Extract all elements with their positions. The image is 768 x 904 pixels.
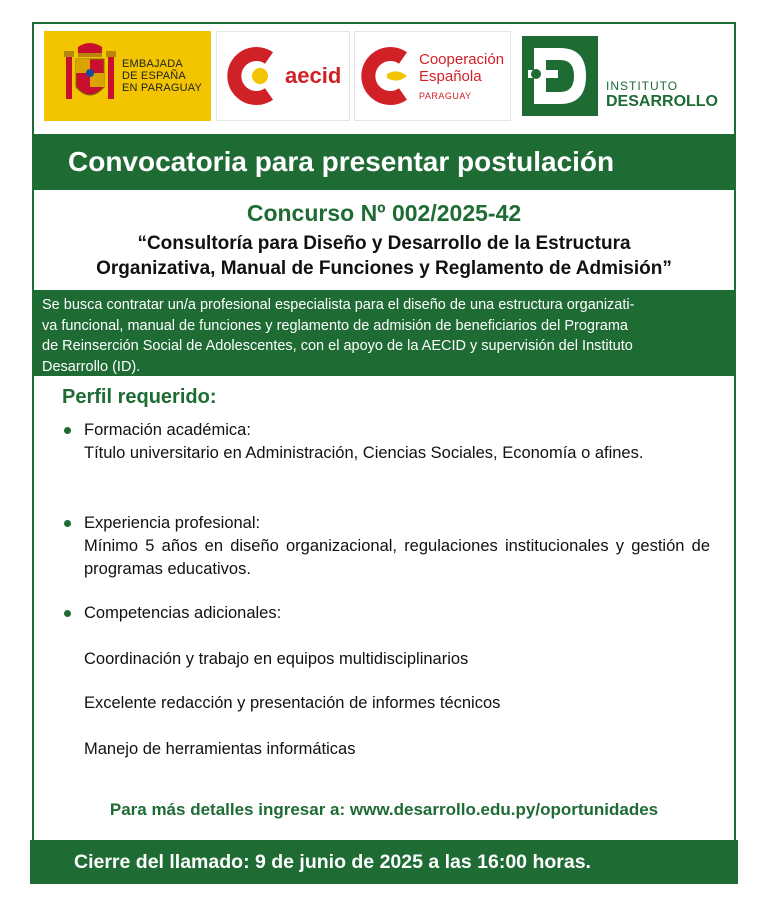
cooperacion-line-1: Cooperación bbox=[419, 51, 505, 68]
intro-paragraph bbox=[34, 290, 734, 376]
bullet-icon bbox=[64, 427, 71, 434]
details-link[interactable]: Para más detalles ingresar a: www.desarrollo.edu.py/oportunidades bbox=[109, 800, 659, 819]
cooperacion-line-3: PARAGUAY bbox=[419, 91, 472, 101]
convocatoria-banner: Convocatoria para presentar postulación bbox=[34, 134, 734, 190]
consultoria-line-2: Organizativa, Manual de Funciones y Reglamento de Admisión” bbox=[96, 258, 672, 279]
consultoria-line-1: “Consultoría para Diseño y Desarrollo de la Estructura bbox=[137, 233, 631, 254]
competencia-item: Excelente redacción y presentación de informes técnicos bbox=[84, 694, 501, 712]
cooperacion-espanola-logo bbox=[354, 31, 511, 121]
intro-line-1: Se busca contratar un/a profesional especialista para el diseño de una estructura organizati- bbox=[42, 297, 635, 313]
requirement-competencias bbox=[84, 602, 710, 625]
instituto-d-icon bbox=[520, 34, 600, 118]
coat-of-arms-icon bbox=[64, 41, 116, 111]
requirement-title: Competencias adicionales: bbox=[84, 604, 282, 622]
cierre-banner: Cierre del llamado: 9 de junio de 2025 a las 16:00 horas. bbox=[30, 840, 738, 884]
cooperacion-line-2: Española bbox=[419, 68, 482, 85]
bullet-icon bbox=[64, 520, 71, 527]
requirement-desc: Mínimo 5 años en diseño organizacional, regulaciones institucionales y gestión de programas educativos. bbox=[84, 537, 710, 578]
requirement-title: Experiencia profesional: bbox=[84, 514, 261, 532]
competencia-item: Coordinación y trabajo en equipos multidisciplinarios bbox=[84, 650, 469, 668]
bullet-icon bbox=[64, 610, 71, 617]
requirement-experiencia bbox=[84, 512, 710, 581]
instituto-line-1: INSTITUTO bbox=[606, 79, 679, 93]
instituto-line-2: DESARROLLO bbox=[606, 93, 718, 110]
intro-line-4: Desarrollo (ID). bbox=[42, 358, 141, 375]
embajada-logo bbox=[44, 31, 211, 121]
intro-line-2: va funcional, manual de funciones y reglamento de admisión de beneficiarios del Programa bbox=[42, 317, 628, 334]
embajada-line-3: EN PARAGUAY bbox=[122, 82, 203, 94]
aecid-c-icon bbox=[227, 46, 277, 106]
requirement-formacion bbox=[84, 419, 710, 465]
embajada-line-2: DE ESPAÑA bbox=[122, 70, 186, 82]
perfil-heading: Perfil requerido: bbox=[62, 386, 217, 408]
competencia-item: Manejo de herramientas informáticas bbox=[84, 740, 356, 758]
concurso-number: Concurso Nº 002/2025-42 bbox=[246, 200, 522, 226]
intro-line-3: de Reinserción Social de Adolescentes, con el apoyo de la AECID y supervisión del Instituto bbox=[42, 338, 633, 354]
requirement-title: Formación académica: bbox=[84, 421, 251, 439]
embajada-text bbox=[122, 58, 202, 94]
logo-strip bbox=[34, 24, 734, 132]
cooperacion-text bbox=[419, 51, 504, 101]
flyer-frame bbox=[32, 22, 736, 882]
instituto-desarrollo-logo bbox=[520, 31, 730, 121]
cooperacion-c-icon bbox=[361, 46, 411, 106]
consultoria-title bbox=[34, 231, 734, 281]
instituto-text bbox=[606, 80, 718, 110]
aecid-logo bbox=[216, 31, 350, 121]
embajada-line-1: EMBAJADA bbox=[122, 58, 183, 70]
aecid-wordmark: aecid bbox=[285, 63, 342, 88]
requirement-desc: Título universitario en Administración, Ciencias Sociales, Economía o afines. bbox=[84, 444, 644, 462]
